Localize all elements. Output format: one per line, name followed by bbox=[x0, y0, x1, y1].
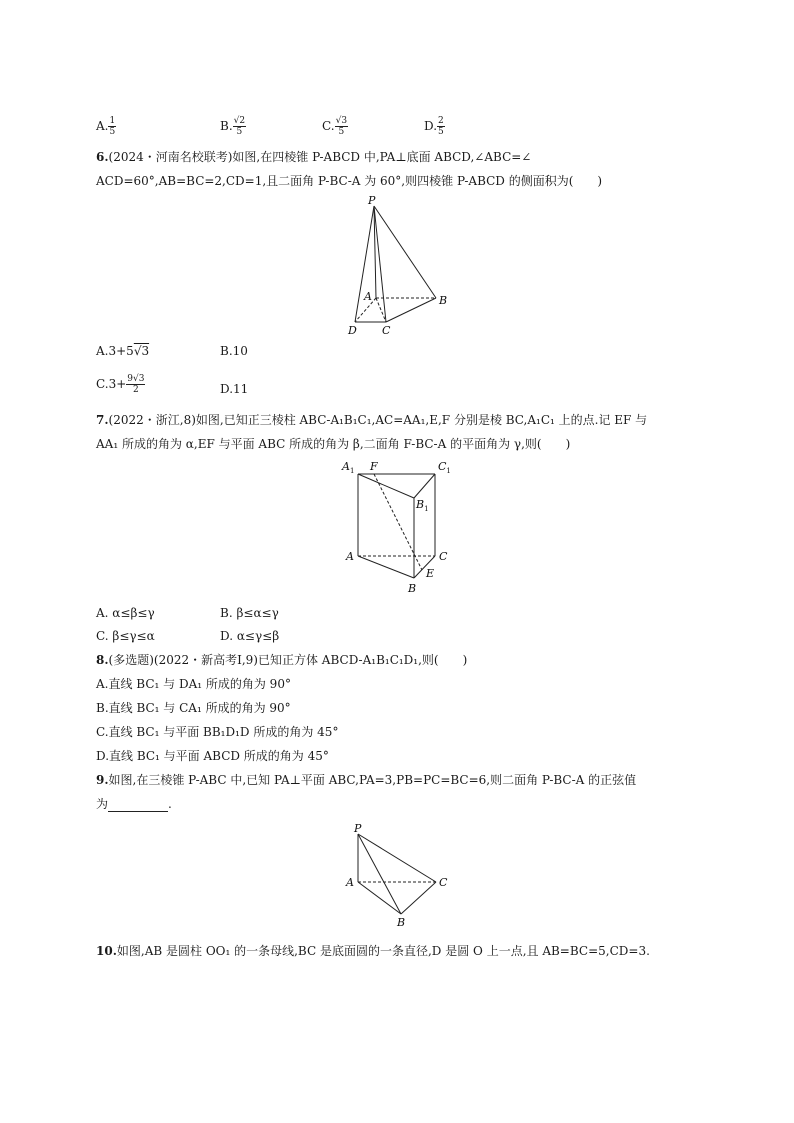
edge-a1b1 bbox=[358, 474, 414, 498]
label-d: D bbox=[348, 324, 357, 337]
q7-stem-line2: AA₁ 所成的角为 α,EF 与平面 ABC 所成的角为 β,二面角 F-BC-A 的平面角为 γ,则( ) bbox=[96, 437, 571, 451]
q6-stem-line2: ACD=60°,AB=BC=2,CD=1,且二面角 P-BC-A 为 60°,则四棱锥 P-ABCD 的侧面积为( ) bbox=[96, 174, 603, 188]
question-number: 9. bbox=[96, 773, 109, 787]
q6-option-b: B.10 bbox=[220, 344, 248, 358]
label-a: A bbox=[346, 550, 354, 563]
fraction: $\frac{2}{5}$ bbox=[438, 116, 444, 137]
q7-option-b: B. β≤α≤γ bbox=[220, 606, 279, 620]
fraction: $\frac{√3}{5}$ bbox=[335, 116, 348, 137]
label-a: A bbox=[346, 876, 354, 889]
fraction: $\frac{9√3}{2}$ bbox=[127, 374, 145, 395]
label-b1: $B_1$ bbox=[416, 498, 429, 513]
label-c1: $C_1$ bbox=[438, 460, 451, 475]
q7-option-c: C. β≤γ≤α bbox=[96, 629, 155, 643]
q7-stem-line1 bbox=[96, 412, 647, 428]
question-number: 8. bbox=[96, 653, 109, 667]
question-text: (2024・河南名校联考)如图,在四棱锥 P-ABCD 中,PA⊥底面 ABCD,∠ABC=∠ bbox=[108, 150, 532, 164]
sqrt: √3 bbox=[133, 344, 150, 358]
edge-pb bbox=[358, 834, 401, 914]
label-p: P bbox=[368, 194, 376, 207]
q6-option-a: A.3+5√3 bbox=[96, 344, 150, 358]
q6-option-d: D.11 bbox=[220, 382, 249, 396]
question-number: 10. bbox=[96, 944, 117, 958]
edge-ab bbox=[358, 556, 414, 578]
label-a: A bbox=[364, 290, 372, 303]
q5-option-c bbox=[322, 116, 348, 137]
edge-b1c1 bbox=[414, 474, 435, 498]
q9-figure bbox=[340, 820, 460, 930]
label-a1: $A_1$ bbox=[342, 460, 355, 475]
question-text: (多选题)(2022・新高考Ⅰ,9)已知正方体 ABCD-A₁B₁C₁D₁,则( ) bbox=[108, 653, 468, 667]
q7-figure bbox=[340, 460, 470, 598]
label-b: B bbox=[397, 916, 406, 929]
q8-option-c: C.直线 BC₁ 与平面 BB₁D₁D 所成的角为 45° bbox=[96, 725, 339, 739]
label-c: C bbox=[439, 876, 448, 889]
label-b: B bbox=[439, 294, 448, 307]
q9-stem-line1 bbox=[96, 772, 636, 788]
q10-stem-line1 bbox=[96, 943, 650, 959]
fraction: $\frac{1}{5}$ bbox=[109, 116, 116, 137]
edge-ab bbox=[358, 882, 401, 914]
question-text: 如图,AB 是圆柱 OO₁ 的一条母线,BC 是底面圆的一条直径,D 是圆 O 上一点,且 AB=BC=5,CD=3. bbox=[116, 944, 650, 958]
answer-blank[interactable] bbox=[108, 799, 168, 812]
q9-stem-line2: 为 . bbox=[96, 797, 172, 811]
option-letter: A. bbox=[96, 119, 109, 133]
option-letter: D. bbox=[424, 119, 438, 133]
edge-pb bbox=[374, 206, 436, 298]
label-c: C bbox=[439, 550, 448, 563]
q5-option-d bbox=[424, 116, 445, 137]
q7-option-d: D. α≤γ≤β bbox=[220, 629, 280, 643]
edge-cb bbox=[386, 298, 436, 322]
question-text: (2022・浙江,8)如图,已知正三棱柱 ABC-A₁B₁C₁,AC=AA₁,E,F 分别是棱 BC,A₁C₁ 上的点.记 EF 与 bbox=[108, 413, 648, 427]
q8-option-a: A.直线 BC₁ 与 DA₁ 所成的角为 90° bbox=[96, 677, 291, 691]
question-number: 7. bbox=[96, 413, 109, 427]
edge-pd bbox=[355, 206, 374, 322]
label-b: B bbox=[408, 582, 417, 595]
q8-option-b: B.直线 BC₁ 与 CA₁ 所成的角为 90° bbox=[96, 701, 291, 715]
label-e: E bbox=[426, 567, 435, 580]
fraction: $\frac{√2}{5}$ bbox=[233, 116, 246, 137]
option-letter: B. bbox=[220, 119, 233, 133]
label-f: F bbox=[370, 460, 378, 473]
option-letter: C. bbox=[322, 119, 335, 133]
edge-bc bbox=[401, 882, 436, 914]
q5-option-a bbox=[96, 116, 116, 137]
label-c: C bbox=[382, 324, 391, 337]
edge-pc bbox=[358, 834, 436, 882]
q8-option-d: D.直线 BC₁ 与平面 ABCD 所成的角为 45° bbox=[96, 749, 329, 763]
question-number: 6. bbox=[96, 150, 109, 164]
q8-stem bbox=[96, 652, 467, 668]
q7-option-a: A. α≤β≤γ bbox=[96, 606, 155, 620]
label-p: P bbox=[354, 822, 362, 835]
q5-option-b bbox=[220, 116, 246, 137]
q6-option-c: C.3+ $\frac{9√3}{2}$ bbox=[96, 374, 145, 395]
q6-figure bbox=[340, 192, 460, 340]
edge-pc bbox=[374, 206, 386, 322]
question-text: 如图,在三棱锥 P-ABC 中,已知 PA⊥平面 ABC,PA=3,PB=PC=BC=6,则二面角 P-BC-A 的正弦值 bbox=[108, 773, 637, 787]
q6-stem-line1 bbox=[96, 149, 531, 165]
